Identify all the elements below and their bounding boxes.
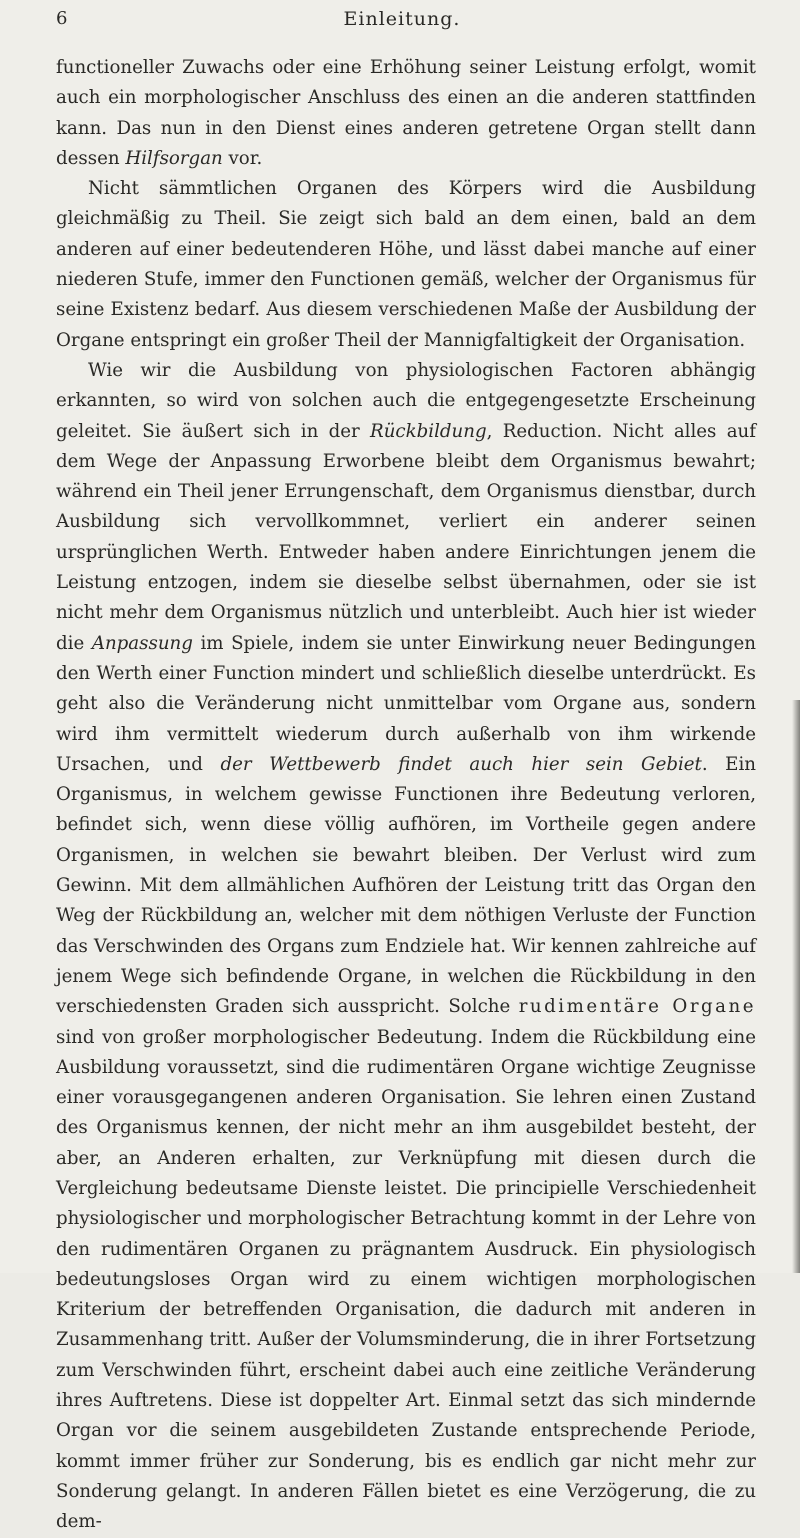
body-text [56, 53, 756, 1538]
paragraph [56, 174, 756, 356]
text-run: vor. [222, 147, 263, 169]
text-run: Wie wir die Ausbildung von physiologischen Factoren abhängig erkannten, so wird von solchen auch die entgegengesetzte Erscheinung geleitet. Sie äußert sich in der [56, 359, 756, 442]
text-run: . Ein Organismus, in welchem gewisse Functionen ihre Bedeutung verloren, befindet sich, wenn diese völlig aufhören, im Vortheile gegen andere Organismen, in welchen sie bewahrt bleiben. Der Verlust wird zum Gewinn. Mit dem allmählichen Aufhören der Leistung tritt das Organ den Weg der Rückbildung an, welcher mit dem nöthigen Verluste der Function das Verschwinden des Organs zum Endziele hat. Wir kennen zahlreiche auf jenem Wege sich befindende Organe, in welchen die Rückbildung in den verschiedensten Graden sich ausspricht. Solche [56, 753, 756, 1018]
text-run: Nicht sämmtlichen Organen des Körpers wird die Ausbildung gleichmäßig zu Theil. Sie zeigt sich bald an dem einen, bald an dem anderen auf einer bedeutenderen Höhe, und lässt dabei manche auf einer niederen Stufe, immer den Functionen gemäß, welcher der Organismus für seine Existenz bedarf. Aus diesem verschiedenen Maße der Ausbildung der Organe entspringt ein großer Theil der Mannigfaltigkeit der Organisation. [56, 178, 756, 351]
text-run: im Spiele, indem sie unter Einwirkung neuer Bedingungen den Werth einer Function mindert und schließlich dieselbe unterdrückt. Es geht also die Veränderung nicht unmittelbar vom Organe aus, sondern wird ihm vermittelt wiederum durch außerhalb von ihm wirkende Ursachen, und [56, 632, 756, 775]
italic-term: Rückbildung [370, 420, 487, 442]
page-number: 6 [56, 8, 68, 29]
italic-term: Hilfsorgan [125, 147, 223, 169]
text-run: , Reduction. Nicht alles auf dem Wege der Anpassung Erworbene bleibt dem Organismus bewahrt; während ein Theil jener Errungenschaft, dem Organismus dienstbar, durch Ausbildung sich vervollkommnet, verliert ein anderer seinen ursprünglichen Werth. Entweder haben andere Einrichtungen jenem die Leistung entzogen, indem sie dieselbe selbst übernahmen, oder sie ist nicht mehr dem Organismus nützlich und unterbleibt. Auch hier ist wieder die [56, 420, 756, 654]
italic-term: Anpassung [91, 632, 193, 654]
page-header [52, 8, 752, 44]
spaced-term: rudimentäre Organe [518, 996, 756, 1018]
paragraph [56, 356, 756, 1538]
text-run: sind von großer morphologischer Bedeutung. Indem die Rückbildung eine Ausbildung voraussetzt, sind die rudimentären Organe wichtige Zeugnisse einer vorausgegangenen anderen Organisation. Sie lehren einen Zustand des Organismus kennen, der nicht mehr an ihm ausgebildet besteht, der aber, an Anderen erhalten, zur Verknüpfung mit diesen durch die Vergleichung bedeutsame Dienste leistet. Die principielle Verschiedenheit physiologischer und morphologischer Betrachtung kommt in der Lehre von den rudimentären Organen zu prägnantem Ausdruck. Ein physiologisch bedeutungsloses Organ wird zu einem wichtigen morphologischen Kriterium der betreffenden Organisation, die dadurch mit anderen in Zusammenhang tritt. Außer der Volumsminderung, die in ihrer Fortsetzung zum Verschwinden führt, erscheint dabei auch eine zeitliche Veränderung ihres Auftretens. Diese ist doppelter Art. Einmal setzt das sich mindernde Organ vor die seinem ausgebildeten Zustande entsprechende Periode, kommt immer früher zur Sonderung, bis es endlich gar nicht mehr zur Sonderung gelangt. In anderen Fällen bietet es eine Verzögerung, die zu dem- [56, 1026, 756, 1533]
running-title: Einleitung. [343, 8, 461, 30]
italic-term: der Wettbewerb findet auch hier sein Gebiet [220, 753, 702, 775]
text-run: functioneller Zuwachs oder eine Erhöhung seiner Leistung erfolgt, womit auch ein morphologischer Anschluss des einen an die anderen stattfinden kann. Das nun in den Dienst eines anderen getretene Organ stellt dann dessen [56, 57, 756, 169]
page-edge-shadow [792, 700, 800, 1273]
paragraph [56, 53, 756, 174]
